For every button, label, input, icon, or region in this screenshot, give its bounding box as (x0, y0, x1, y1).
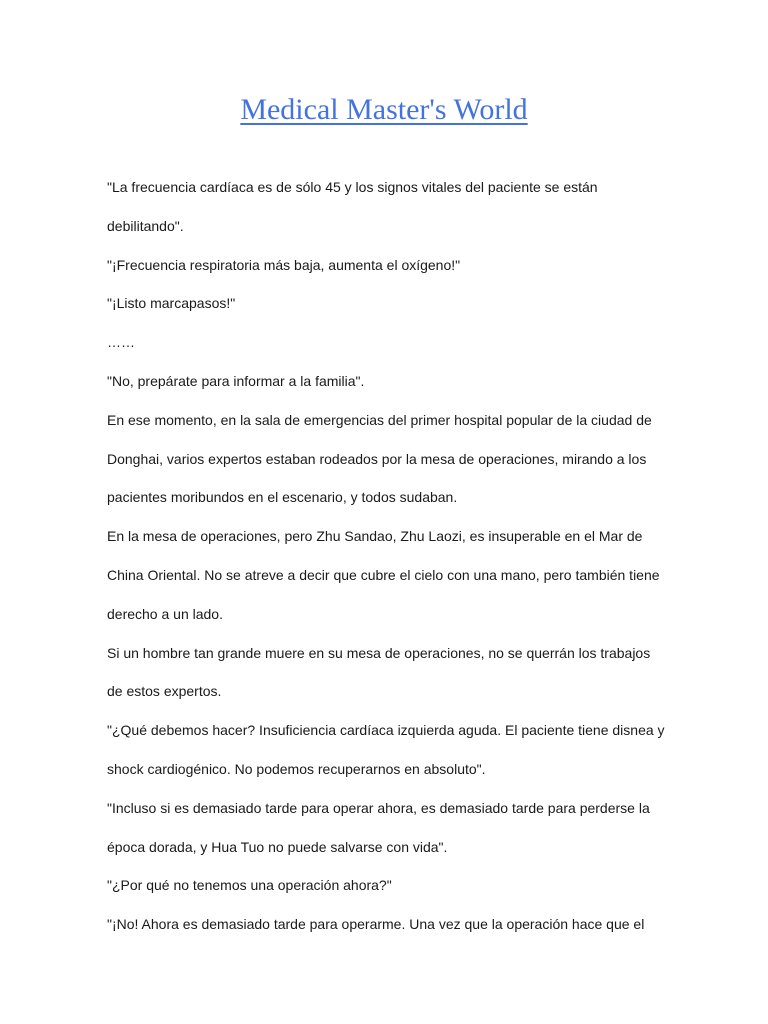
paragraph: "No, prepárate para informar a la familia". (107, 372, 365, 389)
paragraph: En la mesa de operaciones, pero Zhu Sandao, Zhu Laozi, es insuperable en el Mar de China Oriental. No se atreve a decir que cubre el cielo con una mano, pero también tiene derecho a un lado. (107, 528, 660, 622)
paragraph: "¡Listo marcapasos!" (107, 295, 236, 312)
paragraph: Si un hombre tan grande muere en su mesa de operaciones, no se querrán los trabajos de estos expertos. (107, 644, 651, 700)
paragraph: "¿Por qué no tenemos una operación ahora?" (107, 877, 392, 894)
document-body (107, 168, 667, 944)
paragraph: "¿Qué debemos hacer? Insuficiencia cardíaca izquierda aguda. El paciente tiene disnea y shock cardiogénico. No podemos recuperarnos en absoluto". (107, 722, 665, 777)
paragraph: En ese momento, en la sala de emergencias del primer hospital popular de la ciudad de Donghai, varios expertos estaban rodeados por la mesa de operaciones, mirando a los pacientes moribundos en el escenario, y todos sudaban. (107, 411, 652, 506)
paragraph: "¡No! Ahora es demasiado tarde para operarme. Una vez que la operación hace que el (107, 916, 645, 933)
paragraph: …… (107, 334, 135, 351)
paragraph: "Incluso si es demasiado tarde para operar ahora, es demasiado tarde para perderse la época dorada, y Hua Tuo no puede salvarse con vida". (107, 799, 650, 855)
paragraph: "¡Frecuencia respiratoria más baja, aumenta el oxígeno!" (107, 256, 461, 273)
paragraph: "La frecuencia cardíaca es de sólo 45 y los signos vitales del paciente se están debilitando". (107, 179, 598, 234)
document-title: Medical Master's World (240, 93, 528, 126)
